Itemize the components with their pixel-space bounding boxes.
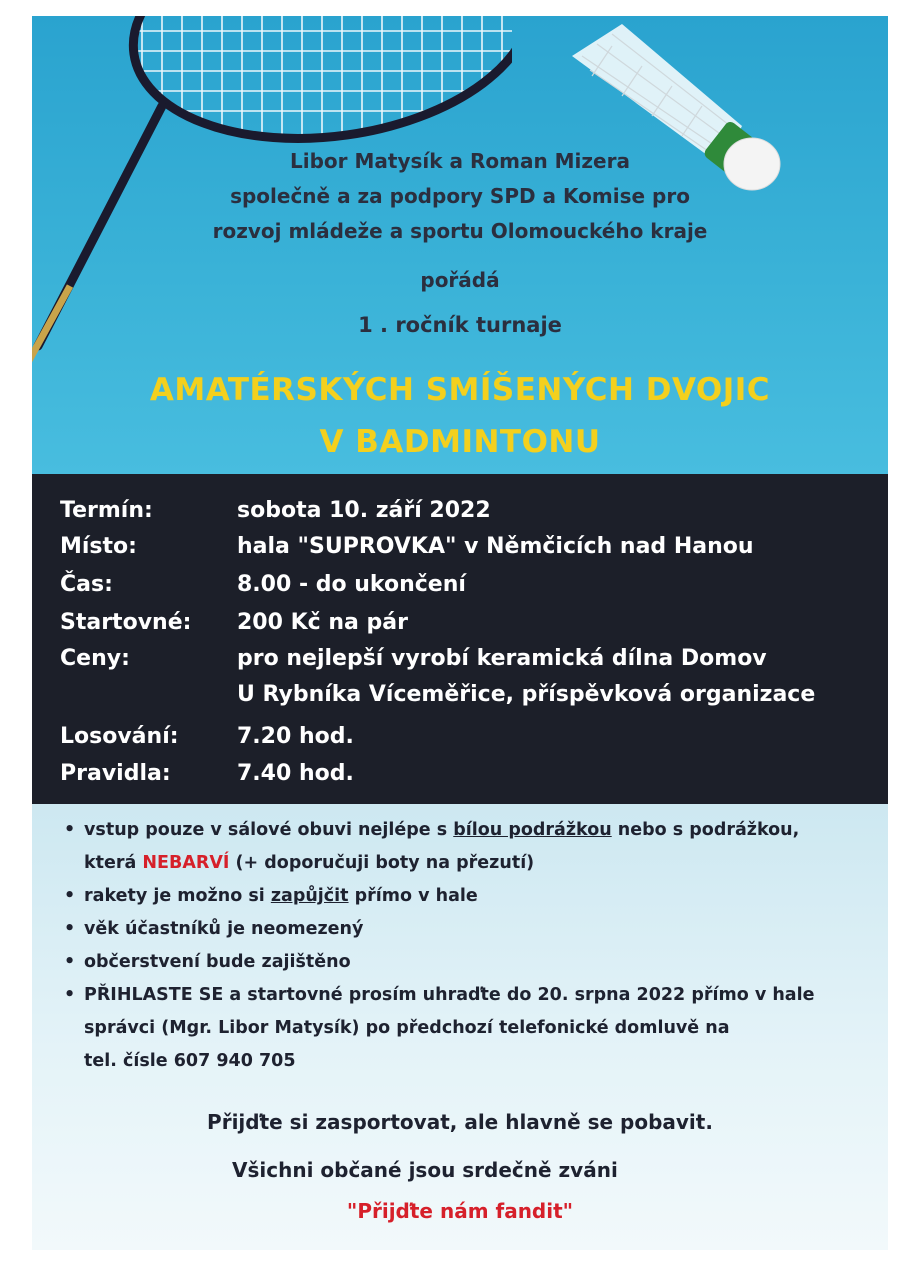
organizers-line: společně a za podpory SPD a Komise pro (230, 184, 690, 208)
closing-line: Přijďte si zasportovat, ale hlavně se pobavit. (207, 1110, 713, 1134)
note-text: (+ doporučuji boty na přezutí) (229, 853, 535, 873)
tournament-title (32, 364, 888, 468)
detail-label: Pravidla: (60, 761, 171, 786)
list-item (62, 979, 882, 1078)
organizers-text (32, 144, 888, 249)
detail-value: 8.00 - do ukončení (237, 572, 466, 597)
poster-header (32, 16, 888, 474)
details-panel (32, 474, 888, 804)
detail-value: 7.40 hod. (237, 761, 354, 786)
detail-value: pro nejlepší vyrobí keramická dílna Domov (237, 646, 767, 671)
note-text: správci (Mgr. Libor Matysík) po předchozí telefonické domluvě na (84, 1018, 730, 1038)
list-item (62, 814, 882, 880)
detail-value: U Rybníka Víceměřice, příspěvková organizace (237, 682, 816, 707)
detail-label: Termín: (60, 498, 153, 523)
detail-label: Losování: (60, 724, 179, 749)
detail-value: 7.20 hod. (237, 724, 354, 749)
note-highlight: NEBARVÍ (142, 853, 230, 873)
title-line: V BADMINTONU (319, 424, 601, 460)
organizers-line: rozvoj mládeže a sportu Olomouckého kraje (212, 219, 708, 243)
detail-label: Místo: (60, 534, 137, 559)
organizes-text: pořádá (420, 268, 500, 292)
note-text: nebo s podrážkou, (611, 820, 800, 840)
detail-value: hala "SUPROVKA" v Němčicích nad Hanou (237, 534, 754, 559)
list-item: • věk účastníků je neomezený (62, 913, 882, 946)
note-text: přímo v hale (348, 886, 478, 906)
detail-value: 200 Kč na pár (237, 610, 408, 635)
note-underline: bílou podrážkou (453, 820, 612, 840)
notes-panel (32, 804, 888, 1250)
detail-label: Startovné: (60, 610, 192, 635)
notes-list (62, 814, 882, 1078)
detail-value: sobota 10. září 2022 (237, 498, 491, 523)
closing-slogan: "Přijďte nám fandit" (346, 1199, 574, 1223)
organizers-line: Libor Matysík a Roman Mizera (290, 149, 630, 173)
note-text: vstup pouze v sálové obuvi nejlépe s (84, 820, 454, 840)
note-text: PŘIHLASTE SE a startovné prosím uhraďte do 20. srpna 2022 přímo v hale (84, 985, 815, 1005)
list-item (62, 880, 882, 913)
closing-line: Všichni občané jsou srdečně zváni (232, 1158, 618, 1182)
note-text: tel. čísle 607 940 705 (84, 1051, 296, 1071)
detail-label: Ceny: (60, 646, 130, 671)
title-line: AMATÉRSKÝCH SMÍŠENÝCH DVOJIC (149, 372, 771, 408)
detail-label: Čas: (60, 572, 113, 597)
note-underline: zapůjčit (270, 886, 349, 906)
tournament-poster (32, 16, 888, 1250)
note-text: rakety je možno si (84, 886, 271, 906)
edition-text: 1 . ročník turnaje (358, 313, 562, 337)
list-item: • občerstvení bude zajištěno (62, 946, 882, 979)
note-text: která (84, 853, 143, 873)
